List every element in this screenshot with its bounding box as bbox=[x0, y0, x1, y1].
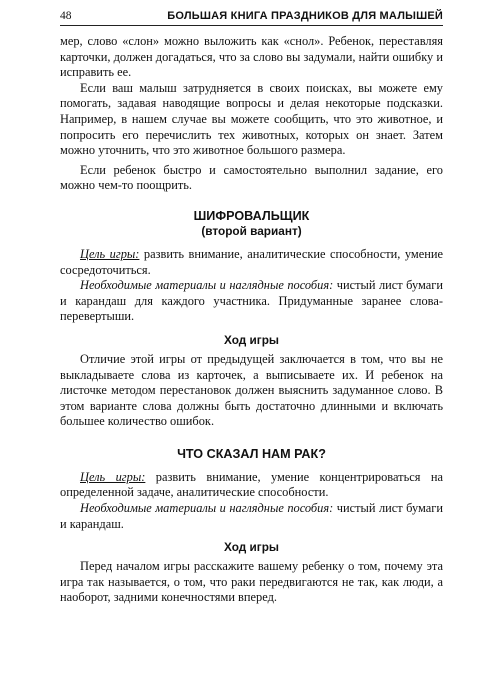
section1-goal bbox=[60, 247, 443, 278]
page-number: 48 bbox=[60, 10, 72, 22]
goal-text: развить внимание, умение концентрироваться на определенной задаче, аналитические способности. bbox=[60, 469, 443, 500]
intro-paragraph-1: мер, слово «слон» можно выложить как «снол». Ребенок, переставляя карточки, должен догадаться, что за слово вы задумали, найти ошибку и исправить ее. bbox=[60, 34, 443, 80]
intro-paragraph-3: Если ребенок быстро и самостоятельно выполнил задание, его можно чем-то поощрить. bbox=[60, 162, 443, 193]
book-title: БОЛЬШАЯ КНИГА ПРАЗДНИКОВ ДЛЯ МАЛЫШЕЙ bbox=[167, 10, 443, 22]
section-title-chto-skazal-rak: ЧТО СКАЗАЛ НАМ РАК? bbox=[177, 446, 326, 461]
section-subtitle: (второй вариант) bbox=[201, 223, 302, 238]
section2-materials bbox=[60, 501, 443, 532]
materials-label: Необходимые материалы и наглядные пособия: bbox=[80, 501, 334, 516]
section2-course-text: Перед началом игры расскажите вашему ребенку о том, почему эта игра так называется, о том, что раки передвигаются не так, как люди, а наоборот, задними конечностями вперед. bbox=[60, 559, 443, 605]
section2-goal bbox=[60, 470, 443, 501]
section-title-shifrovalshchik: ШИФРОВАЛЬЩИК bbox=[193, 208, 310, 223]
running-header bbox=[60, 10, 443, 26]
section1-course-heading: Ход игры bbox=[224, 332, 279, 347]
section2-course-heading: Ход игры bbox=[224, 540, 279, 555]
materials-text: чистый лист бумаги и карандаш для каждого участника. Придуманные заранее слова-перевертыши. bbox=[60, 278, 443, 324]
goal-text: развить внимание, аналитические способности, умение сосредоточиться. bbox=[60, 246, 443, 277]
page-body bbox=[60, 34, 443, 606]
section1-course-text: Отличие этой игры от предыдущей заключается в том, что вы не выкладываете слова из карточек, а выписываете их. И ребенок на листочке методом перестановок должен выяснить задуманное слово. В этом варианте слова должны быть достаточно длинными и включать большее количество ошибок. bbox=[60, 351, 443, 429]
materials-text: чистый лист бумаги и карандаш. bbox=[60, 501, 443, 531]
materials-label: Необходимые материалы и наглядные пособия: bbox=[80, 278, 334, 293]
goal-label: Цель игры: bbox=[80, 469, 146, 484]
goal-label: Цель игры: bbox=[80, 246, 140, 261]
section1-materials bbox=[60, 278, 443, 325]
intro-paragraph-2: Если ваш малыш затрудняется в своих поисках, вы можете ему помогать, задавая наводящие вопросы и делая некоторые подсказки. Например, в нашем случае вы можете сообщить, что это животное, и попросить его перечислить тех животных, которых он знает. Затем можно уточнить, что это животное большого размера. bbox=[60, 80, 443, 158]
